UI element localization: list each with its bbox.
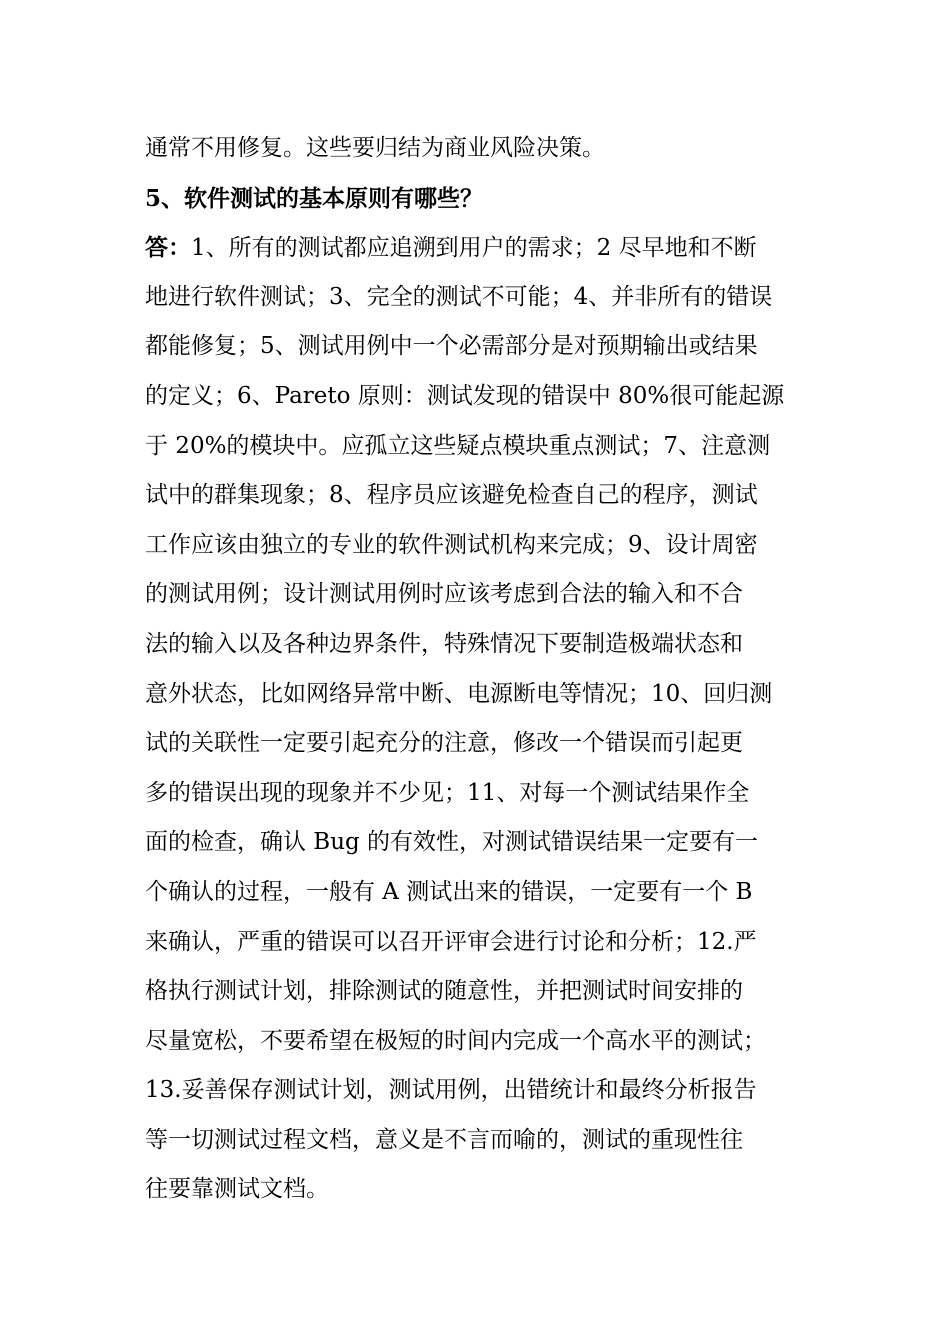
answer-line-1 xyxy=(145,223,810,273)
answer-line: 个确认的过程，一般有 A 测试出来的错误，一定要有一个 B xyxy=(145,878,753,905)
answer-line: 面的检查，确认 Bug 的有效性，对测试错误结果一定要有一 xyxy=(145,829,759,856)
answer-text: 1、所有的测试都应追溯到用户的需求；2 尽早地和不断 xyxy=(191,235,757,262)
answer-line: 格执行测试计划，排除测试的随意性，并把测试时间安排的 xyxy=(145,978,743,1005)
answer-line: 往要靠测试文档。 xyxy=(145,1176,329,1203)
intro-line: 通常不用修复。这些要归结为商业风险决策。 xyxy=(145,135,605,161)
answer-line: 来确认，严重的错误可以召开评审会进行讨论和分析；12.严 xyxy=(145,928,757,955)
answer-line: 等一切测试过程文档，意义是不言而喻的，测试的重现性往 xyxy=(145,1126,743,1153)
answer-line: 的测试用例；设计测试用例时应该考虑到合法的输入和不合 xyxy=(145,581,743,608)
answer-line: 工作应该由独立的专业的软件测试机构来完成；9、设计周密 xyxy=(145,531,758,558)
answer-line: 法的输入以及各种边界条件，特殊情况下要制造极端状态和 xyxy=(145,630,743,657)
answer-line: 试的关联性一定要引起充分的注意，修改一个错误而引起更 xyxy=(145,730,743,757)
document-page xyxy=(145,124,810,1215)
answer-line: 都能修复；5、测试用例中一个必需部分是对预期输出或结果 xyxy=(145,333,758,360)
answer-line: 的定义；6、Pareto 原则：测试发现的错误中 80%很可能起源 xyxy=(145,382,785,409)
answer-line: 多的错误出现的现象并不少见；11、对每一个测试结果作全 xyxy=(145,779,750,806)
answer-line: 地进行软件测试；3、完全的测试不可能；4、并非所有的错误 xyxy=(145,283,773,310)
question-heading: 5、软件测试的基本原则有哪些？ xyxy=(145,184,484,212)
answer-label: 答： xyxy=(145,234,191,262)
answer-line: 试中的群集现象；8、程序员应该避免检查自己的程序，测试 xyxy=(145,482,758,509)
answer-line: 意外状态，比如网络异常中断、电源断电等情况；10、回归测 xyxy=(145,680,773,707)
answer-line: 尽量宽松，不要希望在极短的时间内完成一个高水平的测试； xyxy=(145,1027,766,1054)
answer-line: 于 20%的模块中。应孤立这些疑点模块重点测试；7、注意测 xyxy=(145,432,771,459)
answer-line: 13.妥善保存测试计划，测试用例，出错统计和最终分析报告 xyxy=(145,1077,757,1104)
